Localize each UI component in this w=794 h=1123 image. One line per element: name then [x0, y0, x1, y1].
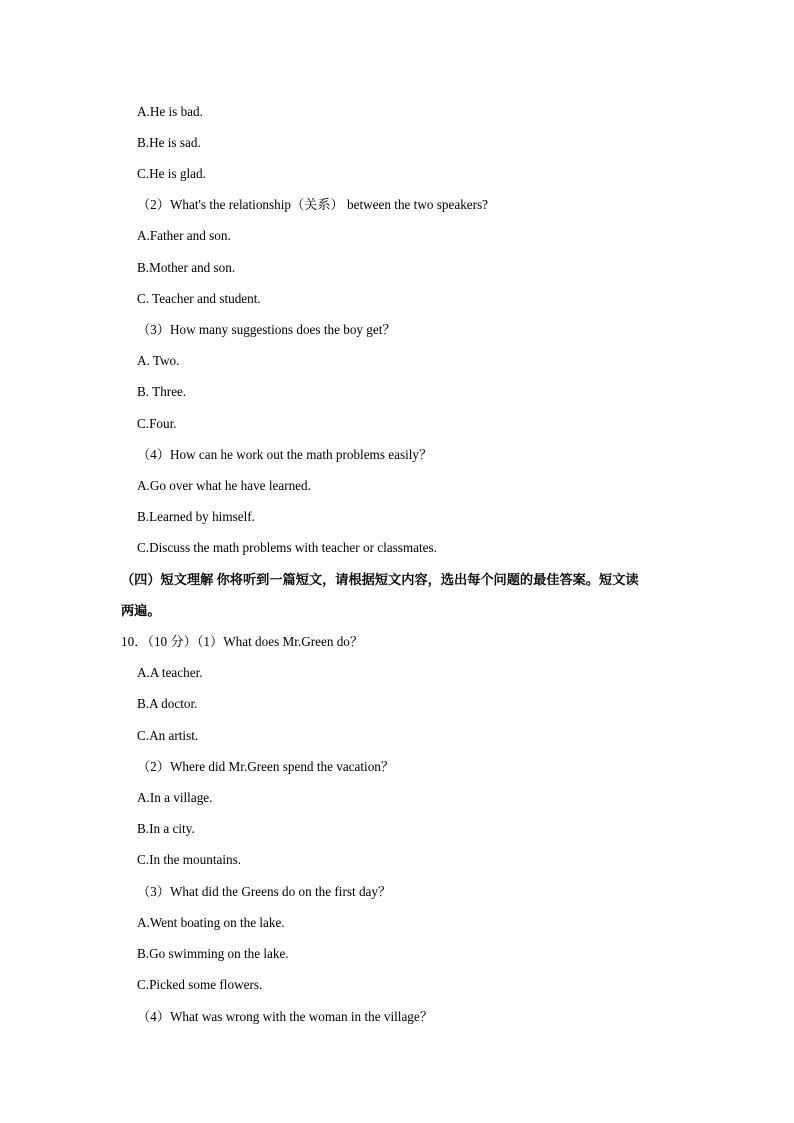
- option-line: A.Went boating on the lake.: [137, 915, 285, 930]
- option-line: C.In the mountains.: [137, 852, 242, 867]
- option-line: C.An artist.: [137, 728, 199, 743]
- section-heading: （四）短文理解 你将听到一篇短文，请根据短文内容，选出每个问题的最佳答案。短文读: [121, 572, 639, 587]
- option-line: B.In a city.: [137, 821, 195, 836]
- option-line: B. Three.: [137, 384, 187, 399]
- option-line: B.Go swimming on the lake.: [137, 946, 289, 961]
- question-line: （3）How many suggestions does the boy get？: [137, 322, 396, 337]
- question-line: （4）How can he work out the math problems easily？: [137, 447, 433, 462]
- question-number-line: 10．（10 分）（1）What does Mr.Green do？: [121, 634, 364, 649]
- option-line: A.Go over what he have learned.: [137, 478, 311, 493]
- option-line: B.A doctor.: [137, 696, 198, 711]
- option-line: A.Father and son.: [137, 228, 231, 243]
- option-line: C.He is glad.: [137, 166, 206, 181]
- option-line: C.Four.: [137, 416, 177, 431]
- option-line: A.In a village.: [137, 790, 213, 805]
- question-line: （3）What did the Greens do on the first day？: [137, 884, 392, 899]
- option-line: A.He is bad.: [137, 104, 203, 119]
- option-line: C. Teacher and student.: [137, 291, 261, 306]
- option-line: B.He is sad.: [137, 135, 201, 150]
- option-line: B.Learned by himself.: [137, 509, 255, 524]
- question-line: （2）Where did Mr.Green spend the vacation？: [137, 759, 395, 774]
- option-line: A. Two.: [137, 353, 180, 368]
- question-line: （4）What was wrong with the woman in the village？: [137, 1009, 433, 1024]
- question-line: （2）What's the relationship（关系） between the two speakers?: [137, 197, 489, 212]
- option-line: C.Picked some flowers.: [137, 977, 263, 992]
- option-line: B.Mother and son.: [137, 260, 236, 275]
- section-heading-continued: 两遍。: [121, 603, 161, 618]
- option-line: C.Discuss the math problems with teacher or classmates.: [137, 540, 437, 555]
- option-line: A.A teacher.: [137, 665, 203, 680]
